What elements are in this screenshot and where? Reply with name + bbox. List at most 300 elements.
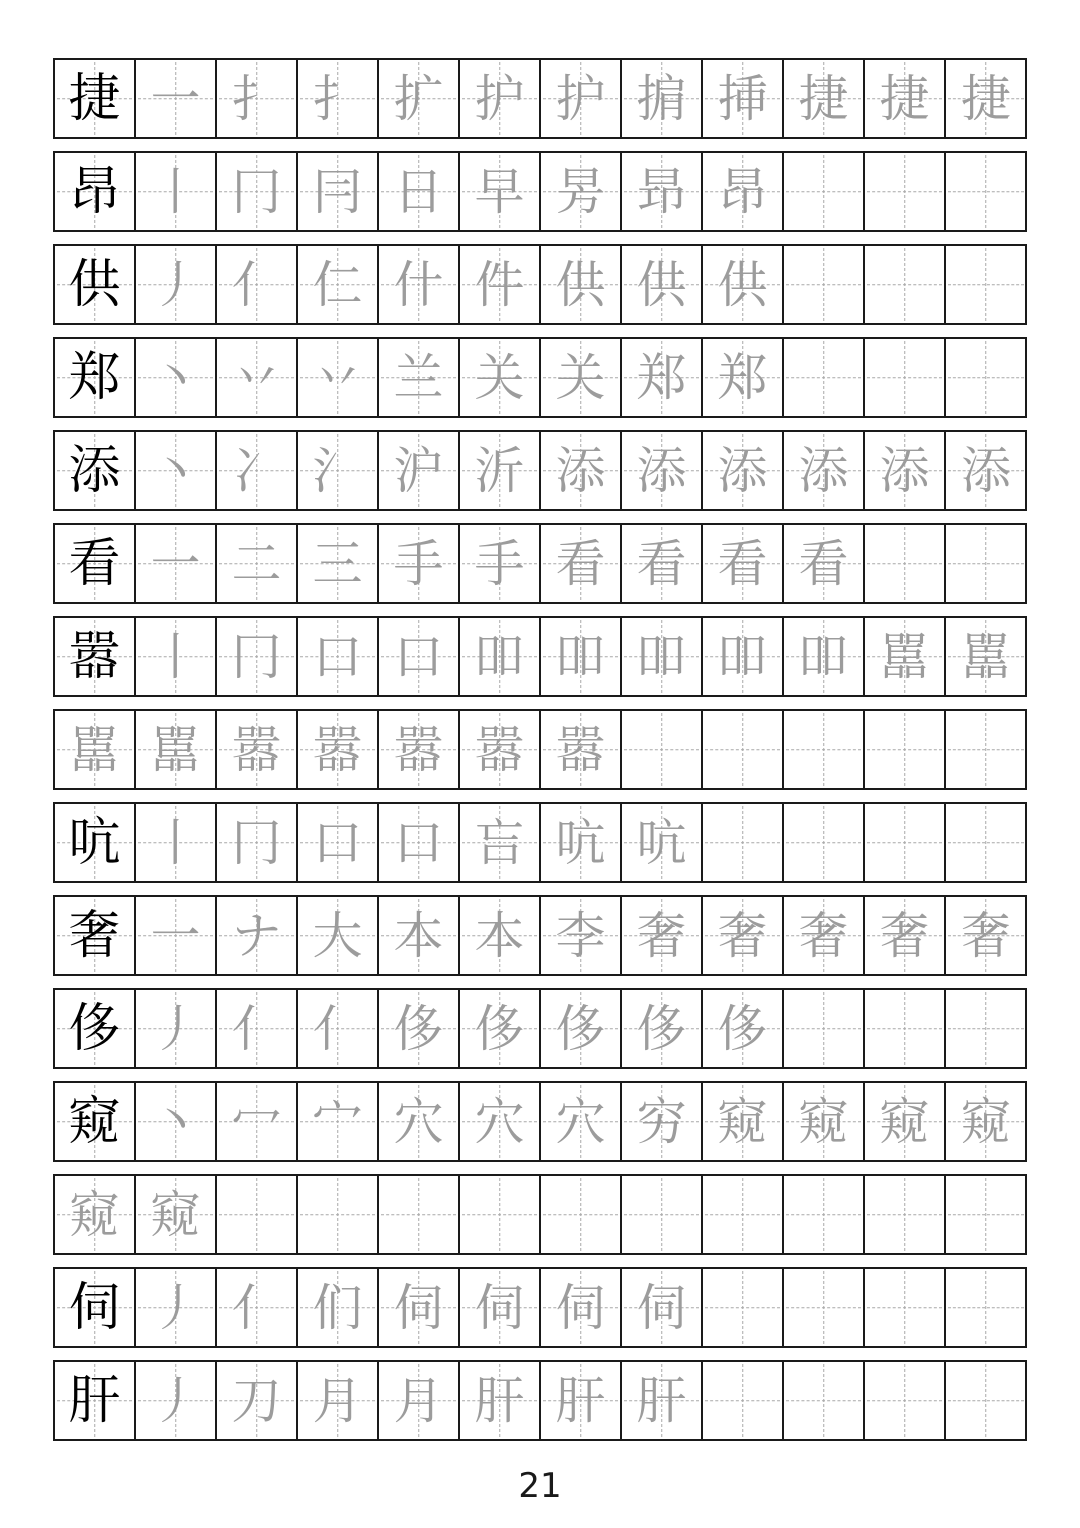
stroke-step: 嚣	[231, 720, 282, 779]
stroke-step-cell	[703, 990, 784, 1067]
practice-row	[53, 709, 1027, 790]
stroke-step-cell	[541, 246, 622, 323]
stroke-step: 添	[717, 441, 768, 500]
stroke-step: 看	[636, 534, 687, 593]
stroke-step-cell	[946, 990, 1026, 1067]
stroke-step: 口	[393, 627, 444, 686]
stroke-step: 肝	[636, 1371, 687, 1430]
stroke-step-cell	[622, 990, 703, 1067]
stroke-step-cell	[460, 711, 541, 788]
model-character: 伺	[68, 1277, 121, 1338]
stroke-step-cell	[136, 246, 217, 323]
stroke-step-cell	[784, 432, 865, 509]
stroke-step-cell	[379, 60, 460, 137]
model-character-cell	[55, 153, 136, 230]
stroke-step: 吅	[555, 627, 606, 686]
stroke-step-cell	[379, 804, 460, 881]
stroke-step-cell	[622, 525, 703, 602]
practice-row	[53, 1174, 1027, 1255]
model-character-cell	[55, 246, 136, 323]
stroke-step: 奢	[717, 906, 768, 965]
stroke-step: 添	[879, 441, 930, 500]
stroke-step-cell	[865, 153, 946, 230]
stroke-step-cell	[946, 60, 1026, 137]
stroke-step-cell	[622, 153, 703, 230]
stroke-step-cell	[298, 246, 379, 323]
stroke-step-cell	[136, 1269, 217, 1346]
stroke-step-cell	[946, 1176, 1026, 1253]
stroke-step: 丿	[150, 1371, 201, 1430]
stroke-step-cell	[136, 1176, 217, 1253]
stroke-step: 侈	[393, 999, 444, 1058]
model-character: 看	[68, 533, 121, 594]
stroke-step-cell	[217, 990, 298, 1067]
stroke-step: 冃	[312, 162, 363, 221]
model-character-cell	[55, 432, 136, 509]
stroke-step-cell	[217, 1176, 298, 1253]
stroke-step: 侈	[717, 999, 768, 1058]
model-character: 窥	[68, 1091, 121, 1152]
stroke-step-cell	[541, 1176, 622, 1253]
practice-row	[53, 1081, 1027, 1162]
stroke-step-cell	[298, 525, 379, 602]
practice-row	[53, 1360, 1027, 1441]
stroke-step: 口	[393, 813, 444, 872]
stroke-step: 嚚	[69, 720, 120, 779]
stroke-step: 伺	[636, 1278, 687, 1337]
stroke-step: 吅	[717, 627, 768, 686]
stroke-step: 冂	[231, 813, 282, 872]
stroke-step-cell	[784, 1362, 865, 1439]
stroke-step: 关	[474, 348, 525, 407]
model-character: 肝	[68, 1370, 121, 1431]
stroke-step-cell	[784, 153, 865, 230]
stroke-step: 护	[474, 69, 525, 128]
stroke-step-cell	[379, 153, 460, 230]
stroke-step-cell	[217, 339, 298, 416]
stroke-step: 昻	[636, 162, 687, 221]
stroke-step-cell	[460, 1176, 541, 1253]
stroke-step: 丿	[150, 1278, 201, 1337]
practice-row	[53, 523, 1027, 604]
stroke-step-cell	[379, 1176, 460, 1253]
stroke-step: 口	[312, 813, 363, 872]
model-character-cell	[55, 1362, 136, 1439]
stroke-step: 仁	[312, 255, 363, 314]
model-character: 郑	[68, 347, 121, 408]
stroke-step: 月	[393, 1371, 444, 1430]
stroke-step: 丷	[312, 348, 363, 407]
stroke-step-cell	[298, 1269, 379, 1346]
stroke-step-cell	[541, 525, 622, 602]
stroke-step-cell	[865, 339, 946, 416]
stroke-step-cell	[622, 804, 703, 881]
stroke-step: 看	[717, 534, 768, 593]
stroke-step-cell	[298, 339, 379, 416]
stroke-step: 兰	[393, 348, 444, 407]
stroke-step: 扌	[231, 69, 282, 128]
model-character-cell	[55, 897, 136, 974]
stroke-step: 窥	[879, 1092, 930, 1151]
stroke-step: 奢	[879, 906, 930, 965]
stroke-step-cell	[379, 1362, 460, 1439]
stroke-step: 捷	[961, 69, 1011, 128]
stroke-step: 郑	[717, 348, 768, 407]
stroke-step-cell	[784, 525, 865, 602]
stroke-step: 护	[555, 69, 606, 128]
stroke-step-cell	[784, 339, 865, 416]
stroke-step-cell	[946, 246, 1026, 323]
stroke-step: 肝	[474, 1371, 525, 1430]
stroke-step-cell	[298, 432, 379, 509]
model-character: 侈	[68, 998, 121, 1059]
stroke-step-cell	[865, 1269, 946, 1346]
stroke-step: 穴	[474, 1092, 525, 1151]
stroke-step: 本	[474, 906, 525, 965]
stroke-step-cell	[784, 804, 865, 881]
stroke-step-cell	[379, 246, 460, 323]
stroke-step-cell	[298, 990, 379, 1067]
stroke-step: 丶	[150, 1092, 201, 1151]
stroke-step: 伺	[393, 1278, 444, 1337]
stroke-step: 吭	[555, 813, 606, 872]
stroke-step: 早	[474, 162, 525, 221]
stroke-step: 嚣	[312, 720, 363, 779]
stroke-step-cell	[622, 60, 703, 137]
stroke-step-cell	[622, 246, 703, 323]
stroke-step-cell	[379, 990, 460, 1067]
stroke-step: 手	[474, 534, 525, 593]
stroke-step-cell	[460, 525, 541, 602]
stroke-step-cell	[703, 897, 784, 974]
stroke-step: 丶	[150, 441, 201, 500]
stroke-step-cell	[865, 1083, 946, 1160]
model-character-cell	[55, 990, 136, 1067]
stroke-step-cell	[784, 1176, 865, 1253]
stroke-step: 冂	[231, 627, 282, 686]
stroke-step: 本	[393, 906, 444, 965]
stroke-step: 一	[150, 906, 201, 965]
stroke-step-cell	[217, 432, 298, 509]
stroke-step: 宀	[312, 1092, 363, 1151]
stroke-step-cell	[136, 711, 217, 788]
stroke-step-cell	[298, 60, 379, 137]
stroke-step-cell	[784, 618, 865, 695]
stroke-step-cell	[703, 1362, 784, 1439]
stroke-step: 奢	[961, 906, 1011, 965]
stroke-step-cell	[784, 246, 865, 323]
stroke-step-cell	[460, 1083, 541, 1160]
stroke-step: 沪	[393, 441, 444, 500]
stroke-step-cell	[379, 711, 460, 788]
stroke-step: 大	[312, 906, 363, 965]
stroke-step: 窥	[717, 1092, 768, 1151]
stroke-step-cell	[703, 804, 784, 881]
stroke-step: 奢	[798, 906, 849, 965]
stroke-step-cell	[136, 60, 217, 137]
stroke-step: 侈	[636, 999, 687, 1058]
stroke-step-cell	[865, 1362, 946, 1439]
stroke-step-cell	[298, 153, 379, 230]
practice-row	[53, 58, 1027, 139]
stroke-step-cell	[541, 804, 622, 881]
stroke-step-cell	[865, 1176, 946, 1253]
stroke-step-cell	[946, 897, 1026, 974]
stroke-step: 刀	[231, 1371, 282, 1430]
stroke-step-cell	[298, 897, 379, 974]
practice-row	[53, 895, 1027, 976]
stroke-step: 添	[636, 441, 687, 500]
stroke-step: 吅	[474, 627, 525, 686]
stroke-step: 手	[393, 534, 444, 593]
stroke-step-cell	[136, 990, 217, 1067]
stroke-step: 扩	[393, 69, 444, 128]
stroke-step-cell	[622, 618, 703, 695]
stroke-step: 一	[150, 534, 201, 593]
stroke-step-cell	[865, 525, 946, 602]
stroke-step: 们	[312, 1278, 363, 1337]
stroke-step-cell	[703, 246, 784, 323]
stroke-step: 窥	[798, 1092, 849, 1151]
stroke-step-cell	[217, 60, 298, 137]
stroke-step: 挿	[717, 69, 768, 128]
stroke-step: 嚣	[474, 720, 525, 779]
stroke-step-cell	[703, 711, 784, 788]
stroke-step-cell	[541, 1083, 622, 1160]
practice-row	[53, 988, 1027, 1069]
stroke-step-cell	[865, 897, 946, 974]
stroke-step: 穴	[393, 1092, 444, 1151]
stroke-step-cell	[865, 60, 946, 137]
stroke-step-cell	[379, 897, 460, 974]
stroke-step: 丨	[150, 813, 201, 872]
stroke-step: 吅	[636, 627, 687, 686]
practice-row	[53, 802, 1027, 883]
stroke-step: 氵	[312, 441, 363, 500]
stroke-step: 嚚	[879, 627, 930, 686]
stroke-step-cell	[703, 618, 784, 695]
stroke-step-cell	[703, 1083, 784, 1160]
stroke-step-cell	[298, 804, 379, 881]
stroke-step: 关	[555, 348, 606, 407]
stroke-step: 添	[961, 441, 1011, 500]
stroke-step-cell	[379, 339, 460, 416]
stroke-step-cell	[460, 990, 541, 1067]
stroke-step-cell	[946, 1362, 1026, 1439]
stroke-step: 丿	[150, 255, 201, 314]
stroke-step: 扌	[312, 69, 363, 128]
stroke-step-cell	[298, 711, 379, 788]
stroke-step-cell	[541, 618, 622, 695]
stroke-step-cell	[865, 246, 946, 323]
stroke-step-cell	[460, 246, 541, 323]
stroke-step: 亻	[312, 999, 363, 1058]
practice-row	[53, 1267, 1027, 1348]
stroke-step-cell	[55, 711, 136, 788]
stroke-step: 亻	[231, 999, 282, 1058]
stroke-step-cell	[136, 432, 217, 509]
stroke-step-cell	[136, 339, 217, 416]
stroke-step: 侈	[474, 999, 525, 1058]
stroke-step: 窥	[69, 1185, 120, 1244]
stroke-step-cell	[865, 432, 946, 509]
stroke-step-cell	[136, 897, 217, 974]
stroke-step: 一	[150, 69, 201, 128]
stroke-step: 丨	[150, 627, 201, 686]
stroke-step: 二	[231, 534, 282, 593]
stroke-step: 亻	[231, 255, 282, 314]
stroke-step-cell	[784, 897, 865, 974]
stroke-step-cell	[865, 711, 946, 788]
stroke-step: 嚚	[150, 720, 201, 779]
stroke-step-cell	[703, 525, 784, 602]
stroke-step: 吅	[798, 627, 849, 686]
stroke-step-cell	[217, 804, 298, 881]
stroke-step: 冂	[231, 162, 282, 221]
stroke-step-cell	[541, 990, 622, 1067]
stroke-step: 吭	[636, 813, 687, 872]
stroke-step-cell	[217, 1269, 298, 1346]
stroke-step-cell	[703, 339, 784, 416]
stroke-step-cell	[217, 525, 298, 602]
stroke-step-cell	[541, 1362, 622, 1439]
practice-row	[53, 616, 1027, 697]
stroke-step-cell	[946, 618, 1026, 695]
stroke-step: 冖	[231, 1092, 282, 1151]
stroke-step-cell	[946, 1083, 1026, 1160]
model-character: 捷	[68, 68, 121, 129]
stroke-step: 嚣	[555, 720, 606, 779]
stroke-step-cell	[946, 1269, 1026, 1346]
stroke-step-cell	[784, 990, 865, 1067]
model-character: 供	[68, 254, 121, 315]
stroke-step: 窥	[150, 1185, 201, 1244]
stroke-step-cell	[298, 618, 379, 695]
stroke-step-cell	[622, 1083, 703, 1160]
model-character-cell	[55, 1269, 136, 1346]
stroke-step-cell	[136, 153, 217, 230]
stroke-step-cell	[379, 525, 460, 602]
stroke-step: 口	[312, 627, 363, 686]
stroke-step-cell	[622, 1362, 703, 1439]
stroke-step: 冫	[231, 441, 282, 500]
model-character-cell	[55, 525, 136, 602]
stroke-step: 奢	[636, 906, 687, 965]
stroke-step-cell	[865, 618, 946, 695]
stroke-step: 嚚	[961, 627, 1011, 686]
stroke-step-cell	[946, 711, 1026, 788]
stroke-step-cell	[946, 339, 1026, 416]
stroke-step: 供	[717, 255, 768, 314]
stroke-step: 月	[312, 1371, 363, 1430]
stroke-step: 侈	[555, 999, 606, 1058]
stroke-step-cell	[217, 1362, 298, 1439]
model-character-cell	[55, 804, 136, 881]
stroke-step: 丨	[150, 162, 201, 221]
stroke-step-cell	[217, 246, 298, 323]
model-character: 嚣	[68, 626, 121, 687]
stroke-step-cell	[946, 804, 1026, 881]
stroke-step-cell	[946, 525, 1026, 602]
stroke-step-cell	[784, 711, 865, 788]
stroke-step-cell	[541, 432, 622, 509]
stroke-step-cell	[379, 1269, 460, 1346]
stroke-step: 伺	[474, 1278, 525, 1337]
stroke-step-cell	[379, 618, 460, 695]
stroke-step: 肝	[555, 1371, 606, 1430]
stroke-step-cell	[541, 711, 622, 788]
stroke-step-cell	[541, 60, 622, 137]
stroke-step: 掮	[636, 69, 687, 128]
stroke-step-cell	[784, 60, 865, 137]
stroke-step: 郑	[636, 348, 687, 407]
stroke-step-cell	[460, 1362, 541, 1439]
model-character: 添	[68, 440, 121, 501]
stroke-step-cell	[460, 618, 541, 695]
stroke-step: 亻	[231, 1278, 282, 1337]
stroke-step-cell	[55, 1176, 136, 1253]
stroke-step: 昘	[555, 162, 606, 221]
stroke-step-cell	[460, 153, 541, 230]
stroke-step: 捷	[798, 69, 849, 128]
stroke-step: 吂	[474, 813, 525, 872]
practice-row	[53, 337, 1027, 418]
stroke-step-cell	[298, 1176, 379, 1253]
stroke-step-cell	[703, 432, 784, 509]
stroke-step: 供	[636, 255, 687, 314]
stroke-step-cell	[622, 1176, 703, 1253]
stroke-step-cell	[136, 618, 217, 695]
stroke-step: 日	[393, 162, 444, 221]
model-character-cell	[55, 60, 136, 137]
stroke-step: 穷	[636, 1092, 687, 1151]
stroke-step: 捷	[879, 69, 930, 128]
stroke-step-cell	[784, 1083, 865, 1160]
stroke-step: 什	[393, 255, 444, 314]
stroke-step-cell	[865, 990, 946, 1067]
stroke-step-cell	[136, 525, 217, 602]
stroke-step-cell	[622, 1269, 703, 1346]
stroke-step: 丿	[150, 999, 201, 1058]
stroke-step-cell	[703, 1176, 784, 1253]
stroke-step: 三	[312, 534, 363, 593]
stroke-step: 穴	[555, 1092, 606, 1151]
stroke-step: 伺	[555, 1278, 606, 1337]
stroke-step-cell	[622, 339, 703, 416]
page-number: 21	[518, 1466, 562, 1506]
stroke-step-cell	[541, 153, 622, 230]
model-character-cell	[55, 339, 136, 416]
stroke-step-cell	[217, 897, 298, 974]
stroke-step-cell	[460, 60, 541, 137]
stroke-step-cell	[541, 897, 622, 974]
stroke-step-cell	[703, 153, 784, 230]
stroke-step-cell	[298, 1083, 379, 1160]
stroke-step: 添	[798, 441, 849, 500]
stroke-step: 嚣	[393, 720, 444, 779]
stroke-step-cell	[703, 60, 784, 137]
practice-row	[53, 430, 1027, 511]
stroke-step-cell	[460, 897, 541, 974]
stroke-step-cell	[460, 1269, 541, 1346]
stroke-step-cell	[379, 1083, 460, 1160]
model-character: 奢	[68, 905, 121, 966]
stroke-step: 李	[555, 906, 606, 965]
stroke-step: 窥	[961, 1092, 1011, 1151]
stroke-step-cell	[136, 1362, 217, 1439]
stroke-step-cell	[946, 432, 1026, 509]
stroke-step-cell	[460, 804, 541, 881]
